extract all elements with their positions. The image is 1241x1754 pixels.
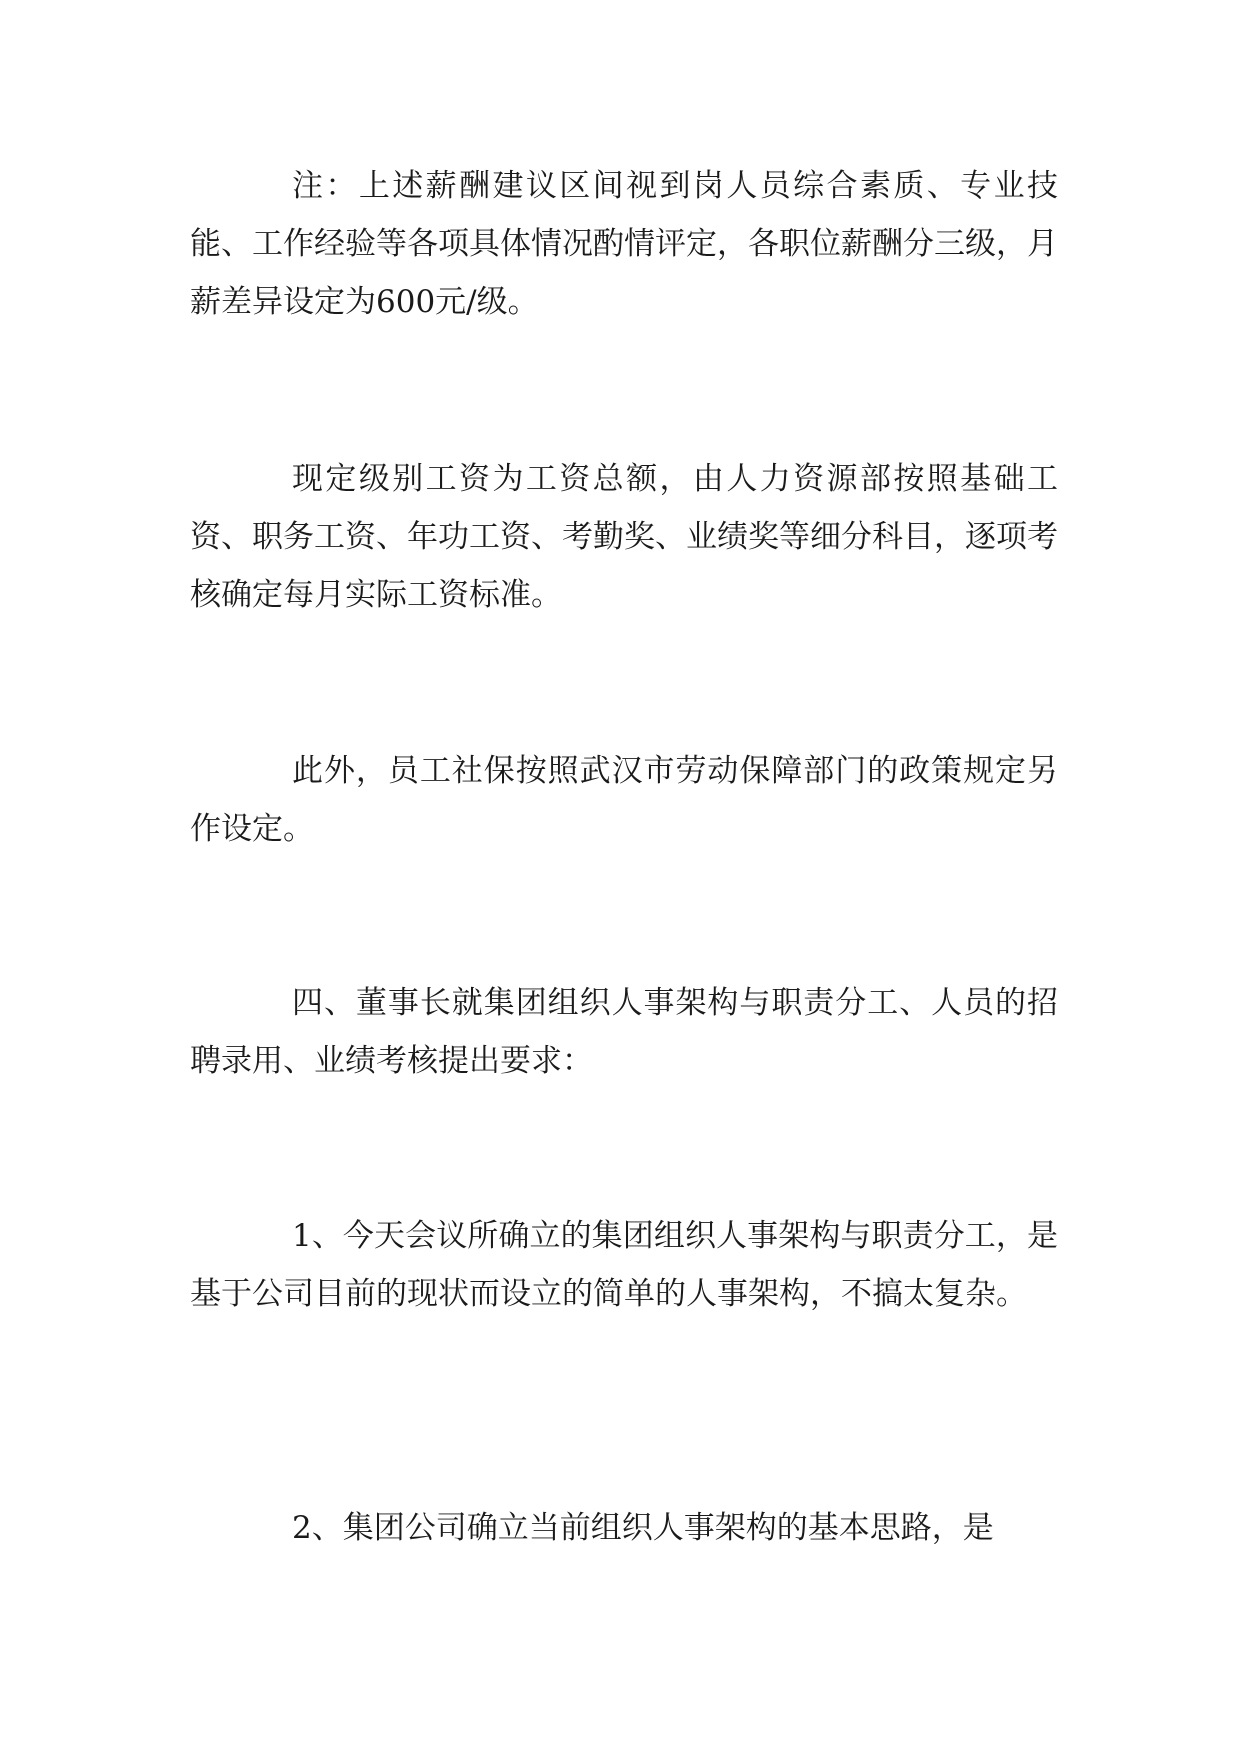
paragraph-social-insurance: 此外，员工社保按照武汉市劳动保障部门的政策规定另作设定。 — [190, 753, 1058, 847]
paragraph-item-two: 2、集团公司确立当前组织人事架构的基本思路，是 — [292, 1510, 994, 1546]
paragraph-item-one: 1、今天会议所确立的集团组织人事架构与职责分工，是基于公司目前的现状而设立的简单的人事架构，不搞太复杂。 — [190, 1218, 1058, 1312]
paragraph-wage-standard: 现定级别工资为工资总额，由人力资源部按照基础工资、职务工资、年功工资、考勤奖、业绩奖等细分科目，逐项考核确定每月实际工资标准。 — [190, 461, 1058, 613]
paragraph-section-four-heading: 四、董事长就集团组织人事架构与职责分工、人员的招聘录用、业绩考核提出要求： — [190, 985, 1058, 1079]
paragraph-salary-note: 注：上述薪酬建议区间视到岗人员综合素质、专业技能、工作经验等各项具体情况酌情评定，各职位薪酬分三级，月薪差异设定为600元/级。 — [190, 168, 1058, 320]
